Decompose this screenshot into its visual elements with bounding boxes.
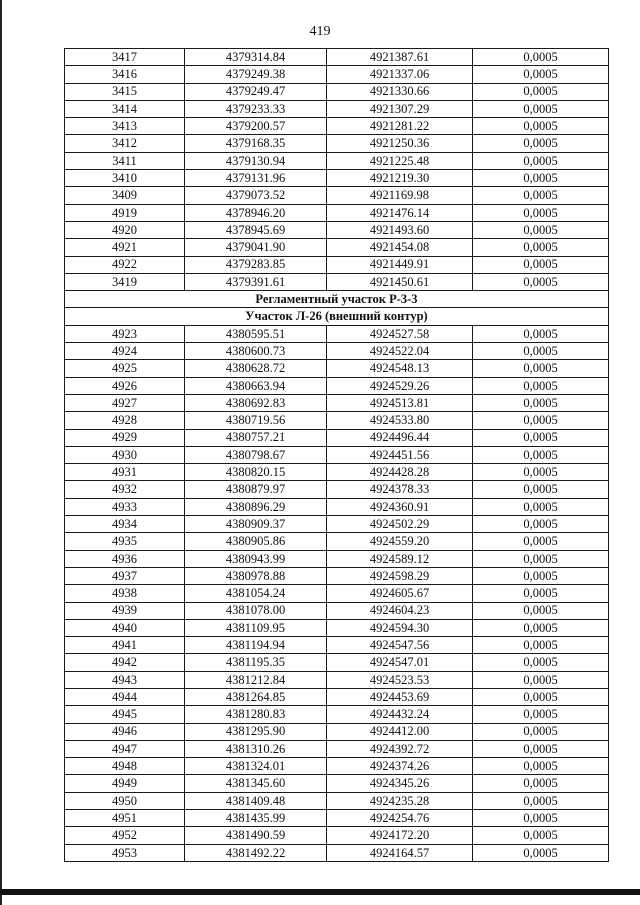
table-row (65, 360, 609, 377)
y-coordinate-cell: 4924594.30 (327, 619, 473, 636)
table-row (65, 446, 609, 463)
y-coordinate-cell: 4921307.29 (327, 100, 473, 117)
table-row (65, 723, 609, 740)
point-number-cell: 4928 (65, 412, 185, 429)
point-number-cell: 4946 (65, 723, 185, 740)
x-coordinate-cell: 4380757.21 (185, 429, 327, 446)
y-coordinate-cell: 4924235.28 (327, 792, 473, 809)
x-coordinate-cell: 4379283.85 (185, 256, 327, 273)
point-number-cell: 4939 (65, 602, 185, 619)
error-cell: 0,0005 (473, 273, 609, 290)
table-row (65, 412, 609, 429)
table-row (65, 792, 609, 809)
table-row (65, 654, 609, 671)
error-cell: 0,0005 (473, 740, 609, 757)
point-number-cell: 4933 (65, 498, 185, 515)
x-coordinate-cell: 4381490.59 (185, 827, 327, 844)
y-coordinate-cell: 4921449.91 (327, 256, 473, 273)
x-coordinate-cell: 4379041.90 (185, 239, 327, 256)
error-cell: 0,0005 (473, 827, 609, 844)
error-cell: 0,0005 (473, 775, 609, 792)
y-coordinate-cell: 4924428.28 (327, 464, 473, 481)
y-coordinate-cell: 4924172.20 (327, 827, 473, 844)
section-header: Участок Л-26 (внешний контур) (65, 308, 609, 325)
error-cell: 0,0005 (473, 516, 609, 533)
table-row (65, 533, 609, 550)
table-row (65, 152, 609, 169)
point-number-cell: 3414 (65, 100, 185, 117)
table-row (65, 187, 609, 204)
y-coordinate-cell: 4924604.23 (327, 602, 473, 619)
error-cell: 0,0005 (473, 654, 609, 671)
section-header-row (65, 308, 609, 325)
point-number-cell: 3417 (65, 49, 185, 66)
y-coordinate-cell: 4924254.76 (327, 810, 473, 827)
error-cell: 0,0005 (473, 810, 609, 827)
error-cell: 0,0005 (473, 429, 609, 446)
x-coordinate-cell: 4381295.90 (185, 723, 327, 740)
point-number-cell: 4938 (65, 585, 185, 602)
y-coordinate-cell: 4924164.57 (327, 844, 473, 861)
y-coordinate-cell: 4924345.26 (327, 775, 473, 792)
point-number-cell: 4948 (65, 758, 185, 775)
y-coordinate-cell: 4921476.14 (327, 204, 473, 221)
x-coordinate-cell: 4379391.61 (185, 273, 327, 290)
point-number-cell: 3409 (65, 187, 185, 204)
table-row (65, 671, 609, 688)
error-cell: 0,0005 (473, 221, 609, 238)
x-coordinate-cell: 4379073.52 (185, 187, 327, 204)
y-coordinate-cell: 4924598.29 (327, 567, 473, 584)
y-coordinate-cell: 4921250.36 (327, 135, 473, 152)
point-number-cell: 4925 (65, 360, 185, 377)
table-row (65, 325, 609, 342)
error-cell: 0,0005 (473, 118, 609, 135)
x-coordinate-cell: 4381310.26 (185, 740, 327, 757)
error-cell: 0,0005 (473, 550, 609, 567)
table-row (65, 49, 609, 66)
point-number-cell: 4952 (65, 827, 185, 844)
table-row (65, 550, 609, 567)
table-row (65, 239, 609, 256)
x-coordinate-cell: 4380692.83 (185, 394, 327, 411)
y-coordinate-cell: 4921225.48 (327, 152, 473, 169)
error-cell: 0,0005 (473, 360, 609, 377)
x-coordinate-cell: 4381212.84 (185, 671, 327, 688)
point-number-cell: 3415 (65, 83, 185, 100)
error-cell: 0,0005 (473, 671, 609, 688)
y-coordinate-cell: 4924392.72 (327, 740, 473, 757)
error-cell: 0,0005 (473, 446, 609, 463)
error-cell: 0,0005 (473, 66, 609, 83)
point-number-cell: 4940 (65, 619, 185, 636)
table-row (65, 343, 609, 360)
x-coordinate-cell: 4380719.56 (185, 412, 327, 429)
x-coordinate-cell: 4380879.97 (185, 481, 327, 498)
table-row (65, 619, 609, 636)
table-row (65, 83, 609, 100)
page-number: 419 (309, 24, 331, 39)
x-coordinate-cell: 4379249.47 (185, 83, 327, 100)
table-row (65, 66, 609, 83)
x-coordinate-cell: 4380628.72 (185, 360, 327, 377)
error-cell: 0,0005 (473, 464, 609, 481)
table-row (65, 758, 609, 775)
point-number-cell: 3410 (65, 170, 185, 187)
table-row (65, 706, 609, 723)
x-coordinate-cell: 4381078.00 (185, 602, 327, 619)
y-coordinate-cell: 4924522.04 (327, 343, 473, 360)
y-coordinate-cell: 4924559.20 (327, 533, 473, 550)
point-number-cell: 4944 (65, 688, 185, 705)
y-coordinate-cell: 4924432.24 (327, 706, 473, 723)
y-coordinate-cell: 4921493.60 (327, 221, 473, 238)
y-coordinate-cell: 4924451.56 (327, 446, 473, 463)
point-number-cell: 4920 (65, 221, 185, 238)
error-cell: 0,0005 (473, 844, 609, 861)
error-cell: 0,0005 (473, 152, 609, 169)
y-coordinate-cell: 4924374.26 (327, 758, 473, 775)
y-coordinate-cell: 4921337.06 (327, 66, 473, 83)
table-row (65, 516, 609, 533)
x-coordinate-cell: 4380978.88 (185, 567, 327, 584)
error-cell: 0,0005 (473, 204, 609, 221)
y-coordinate-cell: 4921219.30 (327, 170, 473, 187)
y-coordinate-cell: 4921387.61 (327, 49, 473, 66)
point-number-cell: 4949 (65, 775, 185, 792)
error-cell: 0,0005 (473, 412, 609, 429)
x-coordinate-cell: 4380909.37 (185, 516, 327, 533)
y-coordinate-cell: 4921281.22 (327, 118, 473, 135)
error-cell: 0,0005 (473, 498, 609, 515)
table-row (65, 100, 609, 117)
error-cell: 0,0005 (473, 239, 609, 256)
point-number-cell: 3416 (65, 66, 185, 83)
y-coordinate-cell: 4924529.26 (327, 377, 473, 394)
y-coordinate-cell: 4924453.69 (327, 688, 473, 705)
x-coordinate-cell: 4380595.51 (185, 325, 327, 342)
point-number-cell: 4934 (65, 516, 185, 533)
x-coordinate-cell: 4381194.94 (185, 637, 327, 654)
table-row (65, 221, 609, 238)
table-row (65, 170, 609, 187)
x-coordinate-cell: 4381280.83 (185, 706, 327, 723)
point-number-cell: 3411 (65, 152, 185, 169)
x-coordinate-cell: 4379200.57 (185, 118, 327, 135)
table-row (65, 135, 609, 152)
x-coordinate-cell: 4380798.67 (185, 446, 327, 463)
table-row (65, 118, 609, 135)
table-row (65, 464, 609, 481)
y-coordinate-cell: 4924547.01 (327, 654, 473, 671)
point-number-cell: 4945 (65, 706, 185, 723)
error-cell: 0,0005 (473, 343, 609, 360)
y-coordinate-cell: 4921454.08 (327, 239, 473, 256)
point-number-cell: 4931 (65, 464, 185, 481)
error-cell: 0,0005 (473, 567, 609, 584)
point-number-cell: 4927 (65, 394, 185, 411)
point-number-cell: 4950 (65, 792, 185, 809)
point-number-cell: 4937 (65, 567, 185, 584)
error-cell: 0,0005 (473, 585, 609, 602)
y-coordinate-cell: 4924527.58 (327, 325, 473, 342)
scan-bottom-bar (0, 889, 640, 895)
point-number-cell: 4947 (65, 740, 185, 757)
error-cell: 0,0005 (473, 481, 609, 498)
y-coordinate-cell: 4924533.80 (327, 412, 473, 429)
x-coordinate-cell: 4379233.33 (185, 100, 327, 117)
table-row (65, 688, 609, 705)
error-cell: 0,0005 (473, 792, 609, 809)
table-row (65, 567, 609, 584)
table-row (65, 481, 609, 498)
point-number-cell: 4936 (65, 550, 185, 567)
point-number-cell: 3419 (65, 273, 185, 290)
error-cell: 0,0005 (473, 619, 609, 636)
table-row (65, 602, 609, 619)
x-coordinate-cell: 4380820.15 (185, 464, 327, 481)
y-coordinate-cell: 4924513.81 (327, 394, 473, 411)
table-row (65, 844, 609, 861)
error-cell: 0,0005 (473, 49, 609, 66)
point-number-cell: 4930 (65, 446, 185, 463)
point-number-cell: 4951 (65, 810, 185, 827)
error-cell: 0,0005 (473, 325, 609, 342)
point-number-cell: 4921 (65, 239, 185, 256)
table-row (65, 498, 609, 515)
point-number-cell: 4953 (65, 844, 185, 861)
point-number-cell: 4922 (65, 256, 185, 273)
point-number-cell: 4935 (65, 533, 185, 550)
x-coordinate-cell: 4379168.35 (185, 135, 327, 152)
x-coordinate-cell: 4381345.60 (185, 775, 327, 792)
y-coordinate-cell: 4921330.66 (327, 83, 473, 100)
point-number-cell: 4932 (65, 481, 185, 498)
y-coordinate-cell: 4924360.91 (327, 498, 473, 515)
error-cell: 0,0005 (473, 706, 609, 723)
x-coordinate-cell: 4381409.48 (185, 792, 327, 809)
table-row (65, 377, 609, 394)
point-number-cell: 3413 (65, 118, 185, 135)
y-coordinate-cell: 4924589.12 (327, 550, 473, 567)
point-number-cell: 4923 (65, 325, 185, 342)
point-number-cell: 4929 (65, 429, 185, 446)
error-cell: 0,0005 (473, 187, 609, 204)
point-number-cell: 4943 (65, 671, 185, 688)
error-cell: 0,0005 (473, 533, 609, 550)
x-coordinate-cell: 4379131.96 (185, 170, 327, 187)
error-cell: 0,0005 (473, 170, 609, 187)
point-number-cell: 4941 (65, 637, 185, 654)
y-coordinate-cell: 4924496.44 (327, 429, 473, 446)
table-row (65, 810, 609, 827)
x-coordinate-cell: 4381264.85 (185, 688, 327, 705)
x-coordinate-cell: 4381195.35 (185, 654, 327, 671)
error-cell: 0,0005 (473, 135, 609, 152)
section-header: Регламентный участок Р-3-3 (65, 291, 609, 308)
table-row (65, 775, 609, 792)
y-coordinate-cell: 4924547.56 (327, 637, 473, 654)
x-coordinate-cell: 4380600.73 (185, 343, 327, 360)
point-number-cell: 4942 (65, 654, 185, 671)
error-cell: 0,0005 (473, 83, 609, 100)
x-coordinate-cell: 4381435.99 (185, 810, 327, 827)
x-coordinate-cell: 4379249.38 (185, 66, 327, 83)
coordinates-table-body (65, 49, 609, 862)
y-coordinate-cell: 4924605.67 (327, 585, 473, 602)
error-cell: 0,0005 (473, 377, 609, 394)
y-coordinate-cell: 4924548.13 (327, 360, 473, 377)
coordinates-table (64, 48, 609, 862)
x-coordinate-cell: 4380663.94 (185, 377, 327, 394)
table-row (65, 394, 609, 411)
point-number-cell: 4926 (65, 377, 185, 394)
error-cell: 0,0005 (473, 637, 609, 654)
x-coordinate-cell: 4378946.20 (185, 204, 327, 221)
point-number-cell: 3412 (65, 135, 185, 152)
point-number-cell: 4924 (65, 343, 185, 360)
y-coordinate-cell: 4924523.53 (327, 671, 473, 688)
table-row (65, 273, 609, 290)
x-coordinate-cell: 4380943.99 (185, 550, 327, 567)
table-row (65, 204, 609, 221)
error-cell: 0,0005 (473, 256, 609, 273)
x-coordinate-cell: 4381324.01 (185, 758, 327, 775)
table-row (65, 256, 609, 273)
scan-left-edge (0, 0, 2, 905)
x-coordinate-cell: 4378945.69 (185, 221, 327, 238)
table-row (65, 637, 609, 654)
point-number-cell: 4919 (65, 204, 185, 221)
y-coordinate-cell: 4924378.33 (327, 481, 473, 498)
x-coordinate-cell: 4381492.22 (185, 844, 327, 861)
y-coordinate-cell: 4924502.29 (327, 516, 473, 533)
error-cell: 0,0005 (473, 100, 609, 117)
y-coordinate-cell: 4921169.98 (327, 187, 473, 204)
table-row (65, 585, 609, 602)
section-header-row (65, 291, 609, 308)
error-cell: 0,0005 (473, 723, 609, 740)
table-row (65, 740, 609, 757)
error-cell: 0,0005 (473, 394, 609, 411)
x-coordinate-cell: 4380896.29 (185, 498, 327, 515)
x-coordinate-cell: 4379130.94 (185, 152, 327, 169)
table-row (65, 827, 609, 844)
table-row (65, 429, 609, 446)
error-cell: 0,0005 (473, 758, 609, 775)
error-cell: 0,0005 (473, 688, 609, 705)
x-coordinate-cell: 4381054.24 (185, 585, 327, 602)
y-coordinate-cell: 4921450.61 (327, 273, 473, 290)
x-coordinate-cell: 4380905.86 (185, 533, 327, 550)
error-cell: 0,0005 (473, 602, 609, 619)
y-coordinate-cell: 4924412.00 (327, 723, 473, 740)
x-coordinate-cell: 4379314.84 (185, 49, 327, 66)
x-coordinate-cell: 4381109.95 (185, 619, 327, 636)
